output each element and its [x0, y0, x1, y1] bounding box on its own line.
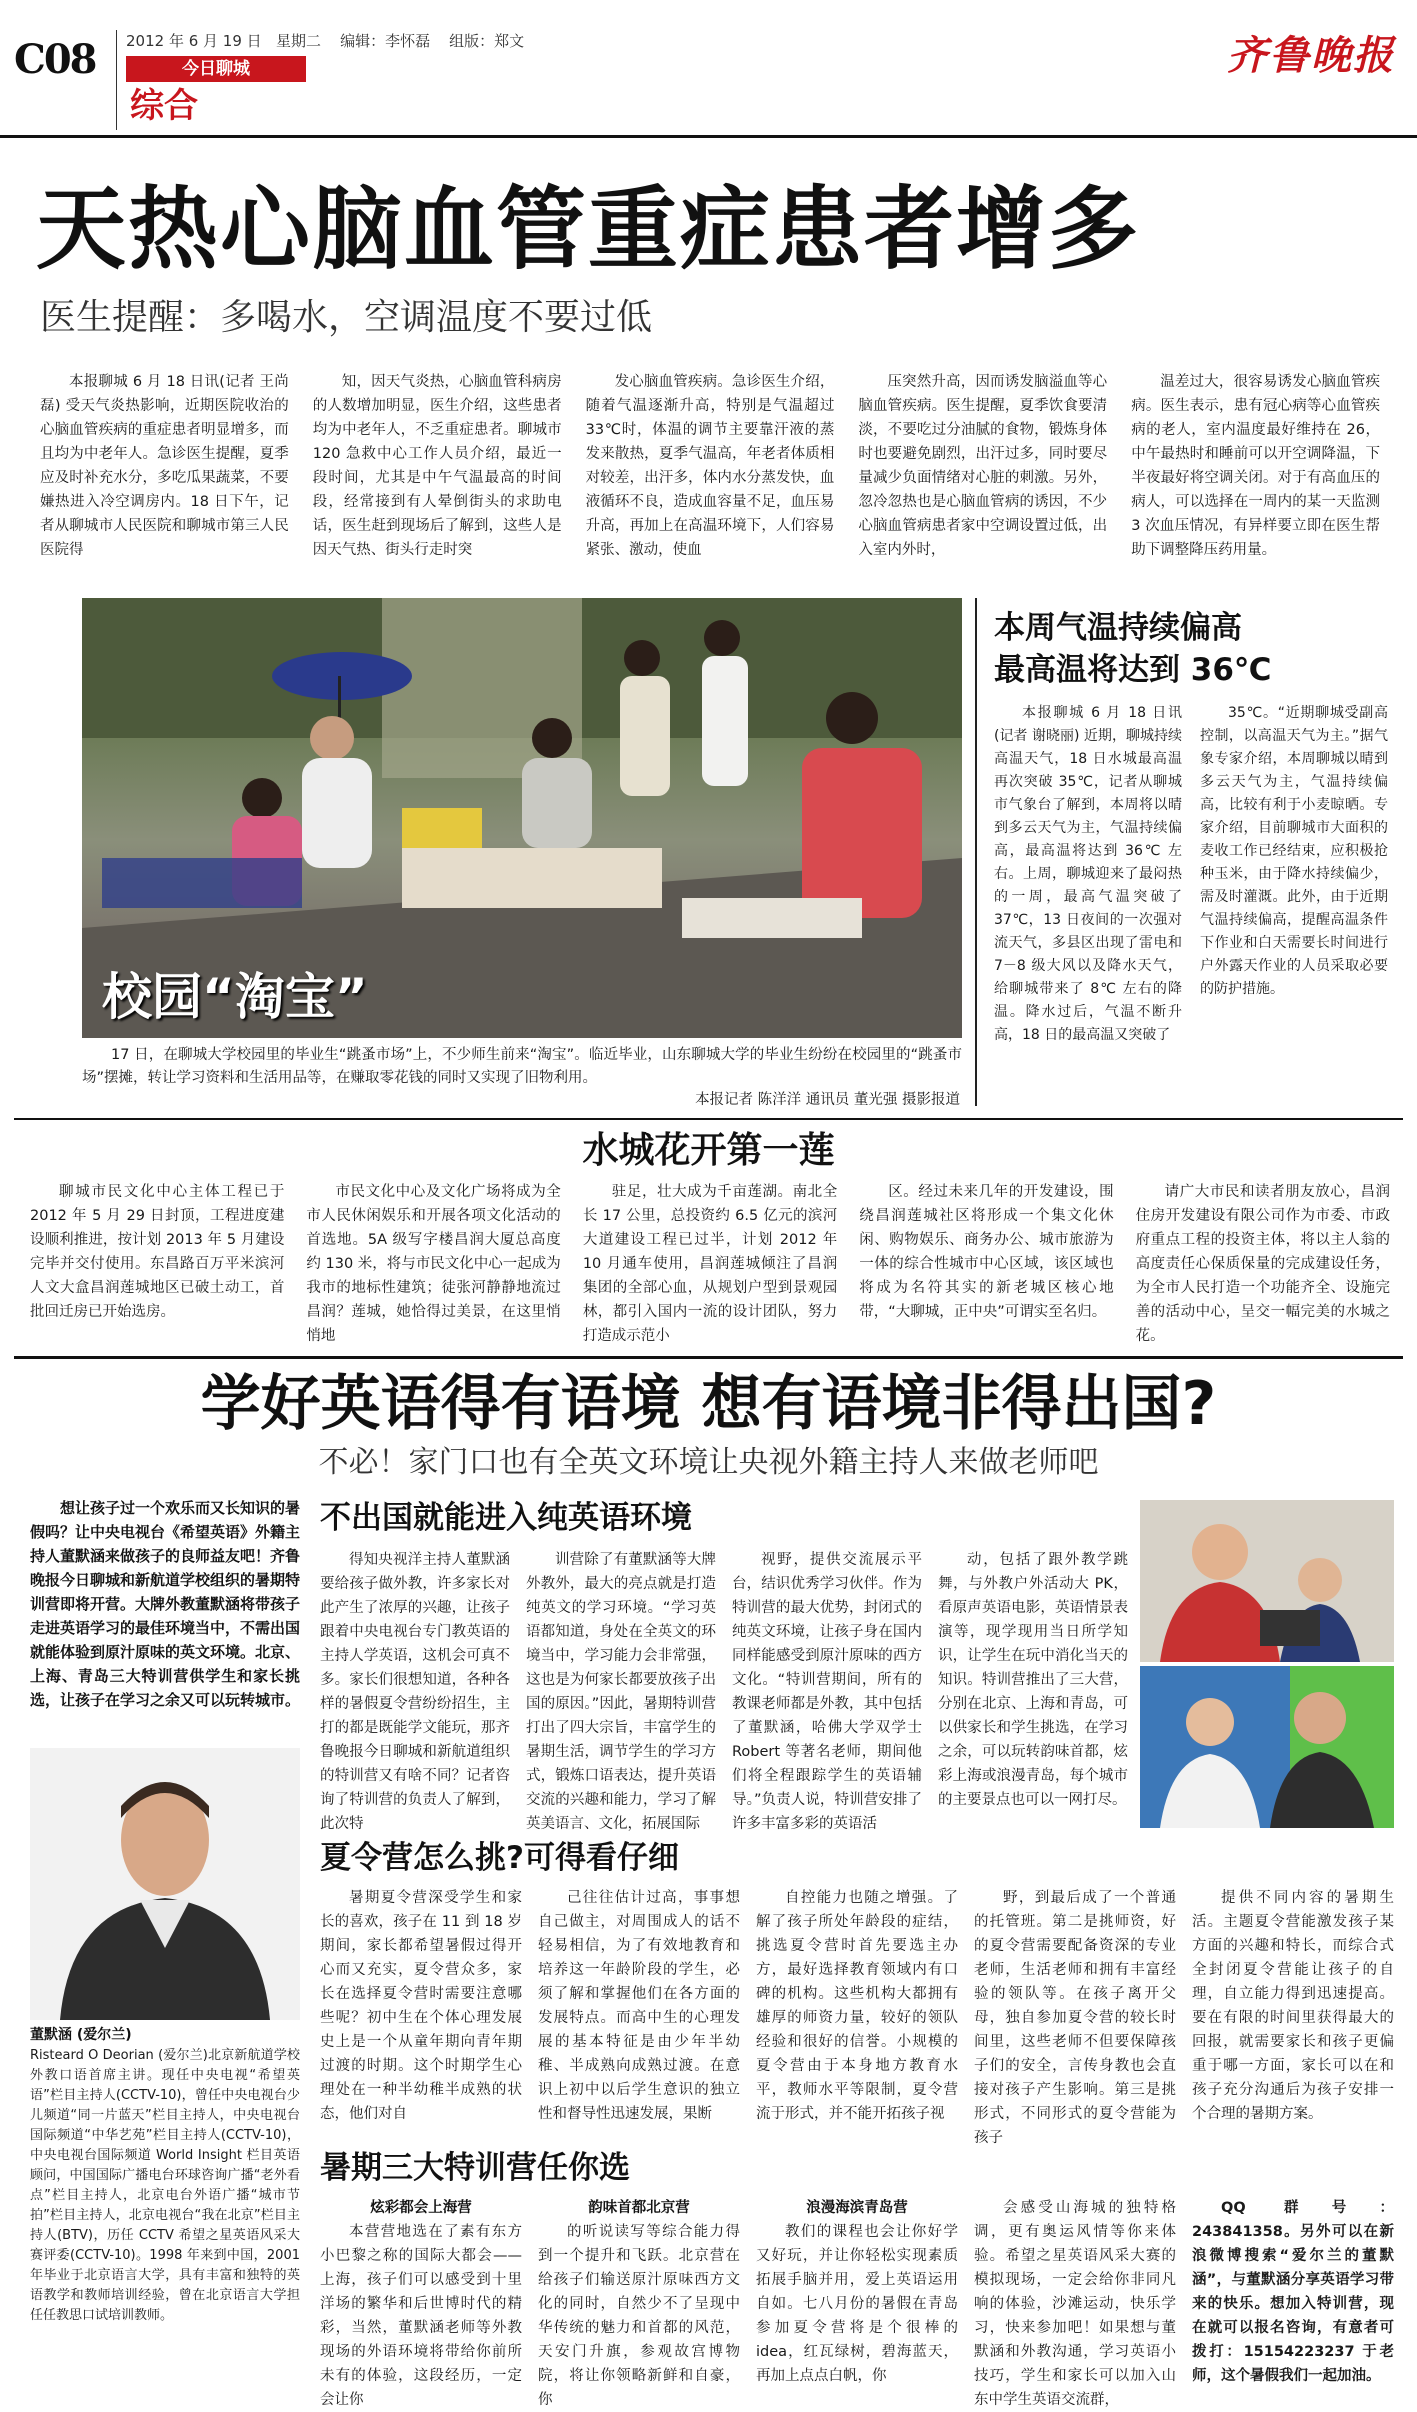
person-name: 董默涵 (爱尔兰): [30, 2027, 132, 2043]
story1-col: 发心脑血管疾病。急诊医生介绍，随着气温逐渐升高，特别是气温超过 33℃时，体温的调节主要靠汗液的蒸发来散热，夏季气温高，年老者体质相对较差，出汗多，体内水分蒸发快，血液循环不良，造成血容量不足，血压易升高，再加上在高温环境下，人们容易紧张、激动，使血: [585, 374, 835, 558]
weather-text: [994, 702, 1388, 1098]
photo-credit: 本报记者 陈洋洋 通讯员 董光强 摄影报道: [695, 1092, 960, 1108]
weather-col: 本报聊城 6 月 18 日讯(记者 谢晓丽) 近期，聊城持续高温天气，18 日水城最高温再次突破 35℃，记者从聊城市气象台了解到，本周将以晴到多云天气为主，气温持续偏高，最高温将达到 36℃ 左右。上周，聊城迎来了最闷热的一周，最高气温突破了 37℃，13 日夜间的一次强对流天气，多县区出现了雷电和 7－8 级大风以及降水天气，给聊城带来了 8℃ 左右的降温。降水过后，气温不断升高，18 日的最高温又突破了: [994, 705, 1182, 1043]
sec3-col: [538, 2196, 740, 2408]
story1-col: 压突然升高，因而诱发脑溢血等心脑血管疾病。医生提醒，夏季饮食要清淡，不要吃过分油腻的食物，锻炼身体时也要避免剧烈，出汗过多，同时要尽量减少负面情绪对心脏的刺激。另外，忽冷忽热也是心脑血管病的诱因，不少心脑血管病患者家中空调设置过低，出入室内外时，: [858, 374, 1108, 558]
sec3-paragraph: QQ 群号：243841358。另外可以在新浪微博搜索“爱尔兰的董默涵”，与董默涵分享英语学习带来的快乐。想加入特训营，现在就可以报名咨询，有意者可拨打：15154223237 于老师，这个暑假我们一起加油。: [1192, 2200, 1394, 2384]
sec1-title: 不出国就能进入纯英语环境: [320, 1500, 692, 1536]
person-illustration: [30, 1748, 300, 2020]
sec3-text: [320, 2196, 1394, 2408]
teaching-illustration-1: [1140, 1500, 1394, 1662]
story2-col: 聊城市民文化中心主体工程已于 2012 年 5 月 29 日封顶，工程进度建设顺利推进，按计划 2013 年 5 月建设完毕并交付使用。东昌路百万平米滨河人文大盒昌润莲城地区已破土动工，首批回迁房已开始选房。: [30, 1184, 285, 1320]
story3-subhead: 不必！家门口也有全英文环境让央视外籍主持人来做老师吧: [318, 1445, 1099, 1480]
person-photo: [30, 1748, 300, 2020]
story1-text: [40, 370, 1380, 592]
photo-caption: [82, 1044, 962, 1090]
sec3-subtitle: 韵味首都北京营: [588, 2200, 690, 2216]
sec3-subtitle: 炫彩都会上海营: [370, 2200, 472, 2216]
sec3-col: [1192, 2196, 1394, 2384]
weekday: 星期二: [275, 32, 321, 50]
flea-market-photo: [82, 598, 962, 1038]
sec1-text: [320, 1548, 1128, 1844]
story3-headline: 学好英语得有语境 想有语境非得出国?: [200, 1369, 1217, 1439]
person-bio: Risteard O Deorian (爱尔兰)北京新航道学校外教口语首席主讲。现任中央电视“希望英语”栏目主持人(CCTV-10)，曾任中央电视台少儿频道“同一片蓝天”栏目主持人，中央电视台国际频道“中华艺苑”栏目主持人(CCTV-10)，中央电视台国际频道 World Insight 栏目英语顾问，中国国际广播电台环球咨询广播“老外看点”栏目主持人，北京电台外语广播“城市节拍”栏目主持人，北京电视台“我在北京”栏目主持人(BTV)，历任 CCTV 希望之星英语风采大赛评委(CCTV-10)。1998 年来到中国，2001 年毕业于北京语言大学，具有丰富和独特的英语教学和教师培训经验，曾在北京语言大学担任任教思口试培训教师。: [30, 2048, 300, 2323]
section-name: 综合: [130, 86, 198, 126]
sec2-text: [320, 1886, 1394, 2146]
sec1-col: 动，包括了跟外教学跳舞，与外教户外活动大 PK，看原声英语电影，英语情景表演等，现学现用当日所学知识，让学生在玩中消化当天的知识。特训营推出了三大营，分别在北京、上海和青岛，可以供家长和学生挑选，在学习之余，可以玩转韵味首都，炫彩上海或浪漫青岛，每个城市的主要景点也可以一网打尽。: [938, 1552, 1128, 1808]
weather-col: 35℃。“近期聊城受副高控制，以高温天气为主。”据气象专家介绍，本周聊城以晴到多云天气为主，气温持续偏高，比较有利于小麦晾晒。专家介绍，目前聊城市大面积的麦收工作已经结束，应积极抢种玉米，由于降水持续偏少，需及时灌溉。此外，由于近期气温持续偏高，提醒高温条件下作业和白天需要长时间进行户外露天作业的人员采取必要的防护措施。: [1200, 705, 1388, 997]
story1-headline: 天热心脑血管重症患者增多: [36, 177, 1140, 282]
story2-text: [30, 1180, 1390, 1350]
story1-col: 知，因天气炎热，心脑血管科病房的人数增加明显，医生介绍，这些患者均为中老年人，不乏重症患者。聊城市 120 急救中心工作人员介绍，最近一段时间，尤其是中午气温最高的时间段，经常接到有人晕倒街头的求助电话，医生赶到现场后了解到，这些人是因天气热、街头行走时突: [312, 374, 562, 558]
sec1-col: 视野，提供交流展示平台，结识优秀学习伙伴。作为特训营的最大优势，封闭式的纯英文环境，让孩子身在国内同样能感受到原汁原味的西方文化。“特训营期间，所有的教课老师都是外教，其中包括了董默涵，哈佛大学双学士 Robert 等著名老师，期间他们将全程跟踪学生的英语辅导。”负责人说，特训营安排了许多丰富多彩的英语活: [732, 1552, 922, 1832]
story3-lead: 想让孩子过一个欢乐而又长知识的暑假吗？让中央电视台《希望英语》外籍主持人董默涵来做孩子的良师益友吧！齐鲁晚报今日聊城和新航道学校组织的暑期特训营即将开营。大牌外教董默涵将带孩子走进英语学习的最佳环境当中，不需出国就能体验到原汁原味的英文环境。北京、上海、青岛三大特训营供学生和家长挑选，让孩子在学习之余又可以玩转城市。: [30, 1499, 301, 1709]
date: 2012 年 6 月 19 日: [126, 32, 262, 50]
photo-overlay-title: 校园“淘宝”: [102, 968, 368, 1026]
page-number: C08: [14, 36, 96, 83]
sec3-paragraph: 教们的课程也会让你好学又好玩，并让你轻松实现素质拓展手脑并用，爱上英语运用自如。七八月份的暑假在青岛参加夏令营将是个很棒的 idea，红瓦绿树，碧海蓝天，再加上点点白帆，你: [756, 2224, 958, 2384]
designer: 组版：郑文: [449, 32, 525, 50]
story1-col: 本报聊城 6 月 18 日讯(记者 王尚磊) 受天气炎热影响，近期医院收治的心脑血管疾病的重症患者明显增多，而且均为中老年人。急诊医生提醒，夏季应及时补充水分，多吃瓜果蔬菜，不要嫌热进入冷空调房内。18 日下午，记者从聊城市人民医院和聊城市第三人民医院得: [40, 374, 289, 558]
sec2-title: 夏令营怎么挑?可得看仔细: [320, 1840, 679, 1876]
story2-bottom-rule: [14, 1356, 1403, 1359]
weather-divider: [975, 598, 977, 1106]
story1-col: 温差过大，很容易诱发心脑血管疾病。医生表示，患有冠心病等心血管疾病的老人，室内温度最好维持在 26，中午最热时和睡前可以开空调降温，下半夜最好将空调关闭。对于有高血压的病人，可以选择在一周内的某一天监测 3 次血压情况，有异样要立即在医生帮助下调整降压药用量。: [1131, 374, 1380, 558]
section-top-tag: 今日聊城: [126, 56, 306, 82]
story1-subhead: 医生提醒：多喝水，空调温度不要过低: [40, 297, 653, 338]
dateline: [126, 30, 524, 53]
sec3-paragraph: 本营营地选在了素有东方小巴黎之称的国际大都会——上海，孩子们可以感受到十里洋场的繁华和后世博时代的精彩，当然，董默涵老师等外教现场的外语环境将带给你前所未有的体验，这段经历，一定会让你: [320, 2224, 522, 2408]
teaching-photo-1: [1140, 1500, 1394, 1662]
story2-col: 区。经过未来几年的开发建设，围绕昌润莲城社区将形成一个集文化休闲、购物娱乐、商务办公、城市旅游为一体的综合性城市中心区域，该区域也将成为名符其实的新老城区核心地带，“大聊城，正中央”可谓实至名归。: [859, 1184, 1114, 1320]
story2-col: 市民文化中心及文化广场将成为全市人民休闲娱乐和开展各项文化活动的首选地。5A 级写字楼昌润大厦总高度约 130 米，将与市民文化中心一起成为我市的地标性建筑；徒张河静静地流过昌润？莲城，她恰得过美景，在这里悄悄地: [306, 1184, 561, 1344]
story2-col: 驻足，壮大成为千亩莲湖。南北全长 17 公里，总投资约 6.5 亿元的滨河大道建设工程已过半，计划 2012 年 10 月通车使用，昌润莲城倾注了昌润集团的全部心血，从规划户型到景观园林，都引入国内一流的设计团队，努力打造成示范小: [582, 1184, 838, 1344]
sec3-col: [320, 2196, 522, 2408]
sec2-col: 提供不同内容的暑期生活。主题夏令营能激发孩子某方面的兴趣和特长，而综合式全封闭夏令营能让孩子的自理，自立能力得到迅速提高。要在有限的时间里获得最大的回报，就需要家长和孩子更偏重于哪一方面，家长可以在和孩子充分沟通后为孩子安排一个合理的暑期方案。: [1192, 1890, 1394, 2122]
sec1-col: 训营除了有董默涵等大牌外教外，最大的亮点就是打造纯英文的学习环境。“学习英语都知道，身处在全英文的环境当中，学习能力会非常强，这也是为何家长都要放孩子出国的原因。”因此，暑期特训营打出了四大宗旨，丰富学生的暑期生活，调节学生的学习方式，锻炼口语表达，提升英语交流的兴趣和能力，学习了解英美语言、文化，拓展国际: [526, 1552, 716, 1832]
sec1-col: 得知央视洋主持人董默涵要给孩子做外教，许多家长对此产生了浓厚的兴趣，让孩子跟着中央电视台专门教英语的主持人学英语，这机会可真不多。家长们很想知道，各种各样的暑假夏令营纷纷招生，主打的都是既能学文能玩，那齐鲁晚报今日聊城和新航道组织的特训营又有啥不同？记者咨询了特训营的负责人了解到，此次特: [320, 1552, 510, 1832]
sec3-subtitle: 浪漫海滨青岛营: [806, 2200, 908, 2216]
sec3-paragraph: 会感受山海城的独特格调，更有奥运风情等你来体验。希望之星英语风采大赛的模拟现场，一定会给你非同凡响的体验，沙滩运动，快乐学习，快来参加吧！如果想与董默涵和外教沟通，学习英语小技巧，学生和家长可以加入山东中学生英语交流群，: [974, 2200, 1176, 2408]
paper-logo: 齐鲁晚报: [1227, 32, 1395, 79]
sec3-title: 暑期三大特训营任你选: [320, 2150, 630, 2186]
sec3-paragraph: 的听说读写等综合能力得到一个提升和飞跃。北京营在给孩子们输送原汁原味西方文化的同时，自然少不了呈现中华传统的魅力和首都的风范，天安门升旗，参观故宫博物院，将让你领略新鲜和自豪，你: [538, 2224, 740, 2408]
sec3-col: [974, 2196, 1176, 2408]
teaching-illustration-2: [1140, 1666, 1394, 1828]
sec2-col: 野，到最后成了一个普通的托管班。第二是挑师资，好的夏令营需要配备资深的专业老师，生活老师和拥有丰富经验的领队等。在孩子离开父母，独自参加夏令营的较长时间里，这些老师不但要保障孩子们的安全，言传身教也会直接对孩子产生影响。第三是挑形式，不同形式的夏令营能为孩子: [974, 1890, 1176, 2146]
header-rule: [0, 135, 1417, 138]
story1-bottom-rule: [14, 1118, 1403, 1120]
sec2-col: 自控能力也随之增强。了解了孩子所处年龄段的症结，挑选夏令营时首先要选主办方，最好选择教育领域内有口碑的机构。这些机构大都拥有雄厚的师资力量，较好的领队经验和很好的信誉。小规模的夏令营由于本身地方教育水平，教师水平等限制，夏令营流于形式，并不能开拓孩子视: [756, 1890, 958, 2122]
weather-title-1: 本周气温持续偏高: [994, 610, 1242, 646]
sec2-col: 己往往估计过高，事事想自己做主，对周围成人的话不轻易相信，为了有效地教育和培养这一年龄阶段的学生，必须了解和掌握他们在各方面的发展特点。而高中生的心理发展的基本特征是由少年半幼稚、半成熟向成熟过渡。在意识上初中以后学生意识的独立性和督导性迅速发展，果断: [538, 1890, 740, 2122]
header-divider: [116, 30, 117, 130]
story2-headline: 水城花开第一莲: [582, 1130, 835, 1171]
sec2-col: 暑期夏令营深受学生和家长的喜欢，孩子在 11 到 18 岁期间，家长都希望暑假过得开心而又充实，夏令营众多，家长在选择夏令营时需要注意哪些呢？初中生在个体心理发展史上是一个从童年期向青年期过渡的时期。这个时期学生心理处在一种半幼稚半成熟的状态，他们对自: [320, 1890, 522, 2122]
teaching-photo-2: [1140, 1666, 1394, 1828]
caption-text: 17 日，在聊城大学校园里的毕业生“跳蚤市场”上，不少师生前来“淘宝”。临近毕业，山东聊城大学的毕业生纷纷在校园里的“跳蚤市场”摆摊，转让学习资料和生活用品等，在赚取零花钱的同时又实现了旧物利用。: [82, 1047, 962, 1086]
story2-col: 请广大市民和读者朋友放心，昌润住房开发建设有限公司作为市委、市政府重点工程的投资主体，将以主人翁的高度责任心保质保量的完成建设任务，为全市人民打造一个功能齐全、设施完善的活动中心，呈交一幅完美的水城之花。: [1135, 1184, 1391, 1344]
weather-title-2: 最高温将达到 36℃: [994, 652, 1272, 688]
sec3-col: [756, 2196, 958, 2384]
editor: 编辑：李怀磊: [340, 32, 431, 50]
